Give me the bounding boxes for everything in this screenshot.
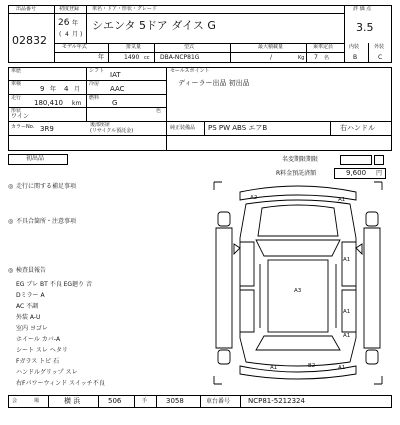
venue-label2: 場: [34, 398, 40, 404]
capacity-unit: Kg: [298, 55, 305, 61]
divider: [200, 395, 201, 408]
interior-score: B: [353, 54, 358, 61]
divider: [306, 43, 307, 63]
report-line: ハンドルグリップ スレ: [16, 369, 78, 376]
color-label2: 色: [156, 108, 162, 114]
inspection-month-unit: 月: [74, 86, 81, 93]
report-list: [16, 279, 206, 389]
ac-label: 冷房: [89, 81, 100, 87]
divider: [54, 52, 344, 53]
divider: [8, 135, 166, 136]
chassis-label: 車台番号: [206, 398, 231, 405]
tax-end-box: [374, 155, 384, 165]
section3-title: 検査員報告: [16, 267, 47, 274]
report-line: 外装 A-U: [16, 314, 41, 321]
lot-label: 出品番号: [16, 6, 37, 12]
sales-point-value: ディーラー出品 初出品: [178, 79, 250, 87]
model-code-label: 型式: [184, 44, 195, 50]
section3-bullet: ◎: [8, 267, 14, 274]
model-year-unit: 年: [98, 54, 105, 61]
divider: [134, 395, 135, 408]
color-label: 車歴: [11, 68, 22, 74]
mileage-value: 180,410: [34, 99, 63, 107]
recycle-fee-unit: 円: [376, 170, 383, 177]
sales-point-label: セールスポイント: [170, 68, 210, 74]
report-line: AC 不調: [16, 303, 39, 310]
number2: 3058: [166, 397, 184, 405]
month-open: (: [59, 31, 62, 38]
displacement-value: 1490: [124, 54, 140, 61]
divider: [98, 395, 99, 408]
venue-label: 会: [12, 398, 18, 404]
report-line: Fガラス トビ 石: [16, 358, 60, 365]
recycle-fee-value: 9,600: [346, 169, 367, 177]
equipment-label: 純正装備品: [170, 125, 196, 131]
body-label: 形状: [11, 108, 22, 114]
divider: [204, 121, 205, 135]
month-unit: 月: [72, 31, 79, 38]
report-line: シート スレ ヘタリ: [16, 347, 68, 354]
month-close: ): [80, 31, 83, 38]
year-value: 26: [58, 18, 70, 28]
displacement-unit: cc: [144, 55, 150, 61]
car-damage-diagram: [210, 178, 386, 388]
number1: 506: [108, 397, 122, 405]
first-listing: 初出品: [26, 155, 45, 162]
section2-title: 不具合箇所・注意事項: [16, 218, 77, 225]
tax-label: 名変期限期限: [282, 156, 319, 163]
color-code-value: 3R9: [40, 125, 54, 133]
recycle-fee-label: R料金預託済額: [276, 170, 317, 177]
divider: [368, 43, 369, 63]
handle-value: 右ハンドル: [340, 124, 375, 132]
damage-mark: A1: [338, 365, 346, 371]
recycle-value: (リサイクル預託金): [90, 128, 134, 134]
seats-unit: 名: [324, 55, 330, 61]
score-value: 3.5: [356, 21, 374, 34]
damage-mark: A3: [294, 288, 302, 294]
recycle-label: 後部座席: [90, 122, 111, 128]
divider: [8, 13, 54, 14]
divider: [8, 94, 166, 95]
damage-mark: B2: [308, 363, 316, 369]
chassis-value: NCP81-5212324: [248, 397, 305, 405]
mileage-label: 走行: [11, 95, 22, 101]
exterior-score: C: [378, 54, 383, 61]
divider: [330, 121, 331, 135]
tax-value-box: [340, 155, 372, 165]
exterior-label: 外装: [374, 44, 385, 50]
report-line: 室内 ヨゴレ: [16, 325, 48, 332]
divider: [166, 135, 392, 136]
mileage-unit: km: [72, 100, 82, 107]
year-label: 初度登録: [59, 6, 80, 12]
seats-label: 乗車定員: [313, 44, 334, 50]
divider: [8, 80, 166, 81]
shift-value: IAT: [110, 71, 121, 79]
report-line: ホイール カバ-A: [16, 336, 61, 343]
section1-bullet: ◎: [8, 183, 14, 190]
section1-title: 走行に関する補足事項: [16, 183, 77, 190]
divider: [8, 107, 166, 108]
divider: [166, 67, 167, 151]
report-line: Dミラー A: [16, 292, 45, 299]
divider: [154, 43, 155, 63]
damage-mark: A1: [270, 365, 278, 371]
divider: [48, 395, 49, 408]
inspection-label: 車検: [11, 81, 22, 87]
damage-mark: A1: [343, 309, 351, 315]
divider: [156, 395, 157, 408]
fuel-value: G: [112, 99, 118, 107]
score-label: 評 価 点: [353, 6, 372, 12]
fuel-label: 燃料: [89, 95, 100, 101]
grade-label: モデル年式: [62, 44, 87, 50]
inspection-year: 9: [40, 85, 45, 93]
damage-mark: A1: [343, 333, 351, 339]
year-unit: 年: [72, 20, 79, 27]
divider: [54, 43, 344, 44]
model-header: 車名・ドア・形状・グレード: [92, 6, 157, 12]
damage-mark: A1: [343, 257, 351, 263]
model-code: DBA-NCP81G: [160, 54, 200, 61]
report-line: EG ブレ BT 不良 EG廻り 音: [16, 281, 92, 288]
section2-bullet: ◎: [8, 218, 14, 225]
divider: [230, 43, 231, 63]
equipment-value: PS PW ABS エアB: [208, 124, 268, 132]
divider: [108, 43, 109, 63]
damage-mark: A1: [338, 197, 346, 203]
venue-value: 横 浜: [64, 397, 81, 405]
report-line: 右Fパワーウィンド スイッチ不良: [16, 380, 105, 387]
divider: [344, 5, 345, 63]
damage-mark: A2: [250, 195, 258, 201]
color-code-label: カラーNo.: [11, 124, 35, 130]
divider: [54, 13, 344, 14]
capacity-label: 最大積載量: [258, 44, 284, 50]
inspection-year-unit: 年: [50, 86, 57, 93]
displacement-label: 排気量: [126, 44, 142, 50]
number2-label: 手: [142, 398, 148, 404]
month-value: 4: [65, 31, 69, 38]
shift-label: シフト: [89, 68, 105, 74]
lot-number: 02832: [12, 34, 47, 47]
car-name: シエンタ 5ドア ダイス G: [92, 19, 216, 32]
divider: [8, 121, 392, 122]
interior-label: 内装: [349, 44, 360, 50]
inspection-month: 4: [64, 85, 69, 93]
ac-value: AAC: [110, 85, 125, 93]
body-value: ワイン: [11, 113, 29, 120]
capacity-value: /: [270, 54, 273, 61]
divider: [240, 395, 241, 408]
divider: [86, 5, 87, 43]
seats-value: 7: [314, 54, 318, 61]
